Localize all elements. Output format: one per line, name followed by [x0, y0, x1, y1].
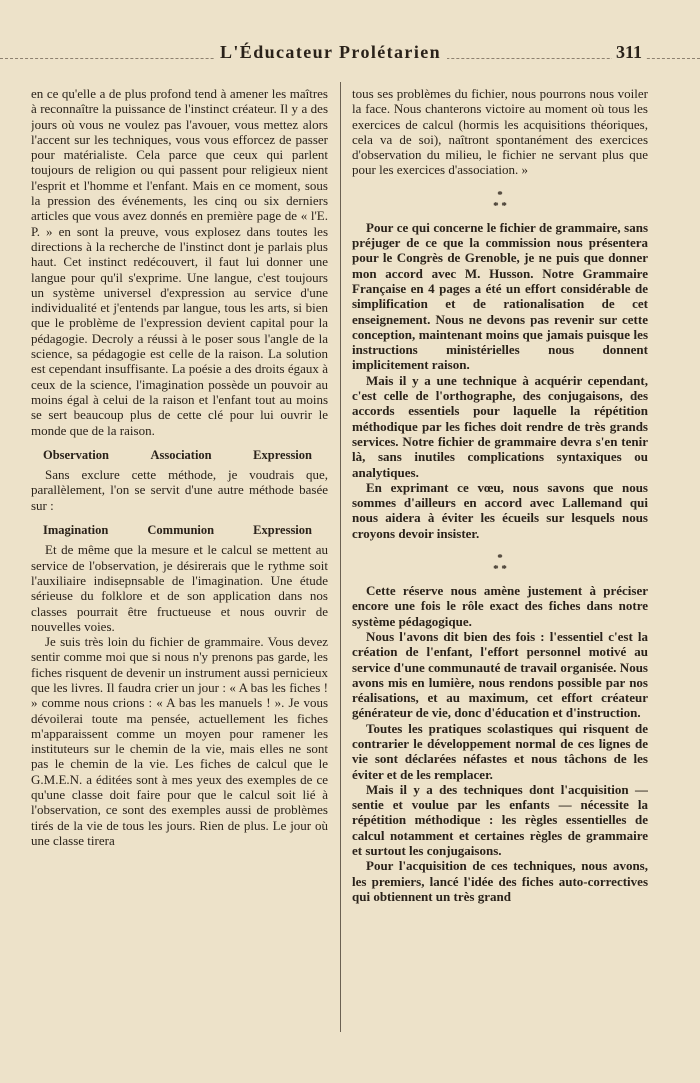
heading-word: Imagination: [43, 523, 109, 538]
right-bold-paragraph-3: En exprimant ce vœu, nous savons que nous sommes d'ailleurs en accord avec Lallemand qui nous aidera à éviter les écueils sur lesquels nous croyons devoir insister.: [352, 479, 648, 541]
left-column: [31, 86, 328, 1031]
section-separator: [352, 190, 648, 212]
separator-stars: * *: [493, 199, 507, 212]
right-bold-paragraph-1: Pour ce qui concerne le fichier de grammaire, sans préjuger de ce que la commission nous présentera pour le Congrès de Grenoble, je ne puis que donner mon accord avec M. Husson. Notre Grammaire Française en 4 pages a été un effort considérable de simplification et de rationalisation de cet enseignement. Nous ne devons pas revenir sur cette conception, maintenant moins que jamais puisque les instructions ministérielles nous donnent implicitement raison.: [352, 219, 648, 373]
right-bold-paragraph-7: Mais il y a des techniques dont l'acquisition — sentie et voulue par les enfants — nécessite la répétition méthodique : les règles essentielles de calcul notamment et certaines règles de grammaire et surtout les conjugaisons.: [352, 781, 648, 859]
heading-word: Expression: [253, 523, 312, 538]
right-bold-paragraph-8: Pour l'acquisition de ces techniques, nous avons, les premiers, lancé l'idée des fiches auto-correctives qui obtiennent un très grand: [352, 858, 648, 904]
column-divider: [340, 82, 341, 1032]
right-bold-paragraph-5: Nous l'avons dit bien des fois : l'essentiel c'est la création de l'enfant, l'effort personnel motivé au service d'une communauté de travail organisée. Nous avons mis en lumière, nous rendons possible par nos réalisations, et au maximum, cet effort créateur générateur de vie, donc d'éducation et d'instruction.: [352, 628, 648, 721]
page-number: 311: [612, 42, 646, 63]
right-bold-paragraph-2: Mais il y a une technique à acquérir cependant, c'est celle de l'orthographe, des conjugaisons, des accords essentiels pour laquelle la répétition méthodique par les fiches doit rendre de très grands services. Notre fichier de grammaire devra s'en tenir là, sans inutiles complications syntaxiques ou analytiques.: [352, 372, 648, 480]
left-paragraph-1: en ce qu'elle a de plus profond tend à amener les maîtres à reconnaître la puissance de l'instinct créateur. Il y a des jours où vous ne voulez pas l'avouer, vous mettez alors l'accent sur les techniques, vous vous efforcez de passer pour matérialiste. Cela parce que ceux qui parlent toujours de religion ou qui passent pour religieux nient l'esprit et l'homme et l'enfant. Mais en ce moment, sous la pression des événements, les cinq ou six derniers articles que vous avez donnés en première page de « l'E. P. » en sont la preuve, vous explosez dans toutes les directions à la recherche de l'instinct dont je parlais plus haut. Cet instinct redécouvert, il faut lui donner une langue pour qu'il s'exprime. Une langue, c'est toujours un système universel d'expression au service d'une individualité et j'entends par langue, tous les arts, si bien que le problème de l'expression devient capital pour la pédagogie. Decroly a réussi à le poser sous l'angle de la science, sa pédagogie est celle de la raison. La solution est cependant insuffisante. La poésie a des droits égaux à ceux de la science, l'imagination possède un pouvoir au moins égal à celui de la raison et l'enfant tout au moins se sert beaucoup plus de cette clé pour lui ouvrir le monde que de la raison.: [31, 86, 328, 438]
right-paragraph-1: tous ses problèmes du fichier, nous pourrons nous voiler la face. Nous chanterons victoire au moment où tous les exercices de calcul (hormis les acquisitions théoriques, cela va de soi), naîtront spontanément des exercices d'observation du milieu, le fichier ne servant plus que pour les exercices d'association. »: [352, 86, 648, 178]
separator-stars: * *: [493, 563, 507, 576]
journal-title: L'Éducateur Prolétarien: [214, 42, 447, 63]
heading-word: Communion: [147, 523, 215, 538]
separator-star: *: [497, 552, 503, 565]
right-column: [352, 86, 648, 1031]
heading-word: Association: [150, 447, 212, 462]
heading-word: Expression: [253, 447, 312, 462]
page-header: [0, 36, 700, 76]
right-bold-paragraph-4: Cette réserve nous amène justement à préciser encore une fois le rôle exact des fiches dans notre système pédagogique.: [352, 583, 648, 629]
right-bold-paragraph-6: Toutes les pratiques scolastiques qui risquent de contrarier le développement normal de ces lignes de vie sont déclarées néfastes et nous tâchons de les éviter et de les remplacer.: [352, 720, 648, 782]
left-paragraph-2: Sans exclure cette méthode, je voudrais que, parallèlement, l'on se servit d'une autre méthode basée sur :: [31, 467, 328, 513]
separator-star: *: [497, 188, 503, 201]
left-paragraph-3: Et de même que la mesure et le calcul se mettent au service de l'observation, je désirerais que le rythme soit l'auxiliaire indisepnsable de l'imagination. Une étude sérieuse du folklore et de son application dans nos classes pourrait être fructueuse et nous ouvrir de nouvelles voies.: [31, 542, 328, 634]
heading-word: Observation: [43, 447, 109, 462]
left-heading-1: [31, 448, 328, 463]
left-paragraph-4: Je suis très loin du fichier de grammaire. Vous devez sentir comme moi que si nous n'y prenons pas garde, les fiches risquent de devenir un instrument aussi pernicieux que les livres. Il faudra crier un jour : « A bas les fiches ! » comme nous crions : « A bas les manuels ! ». Je vous dévoilerai toute ma pensée, actuellement les fiches m'apparaissent comme un moyen pour ramener les instituteurs sur le chemin de la vie, mais elles ne sont pas le chemin de la vie. Les fiches de calcul que le G.M.E.N. a éditées sont à mes yeux des exemples de ce qu'une classe doit faire pour que le calcul soit lié à l'observation, ce sont des exemples aussi de problèmes tirés de la vie de tous les jours. Rien de plus. Le jour où une classe tirera: [31, 634, 328, 848]
section-separator: [352, 553, 648, 575]
left-heading-2: [31, 523, 328, 538]
